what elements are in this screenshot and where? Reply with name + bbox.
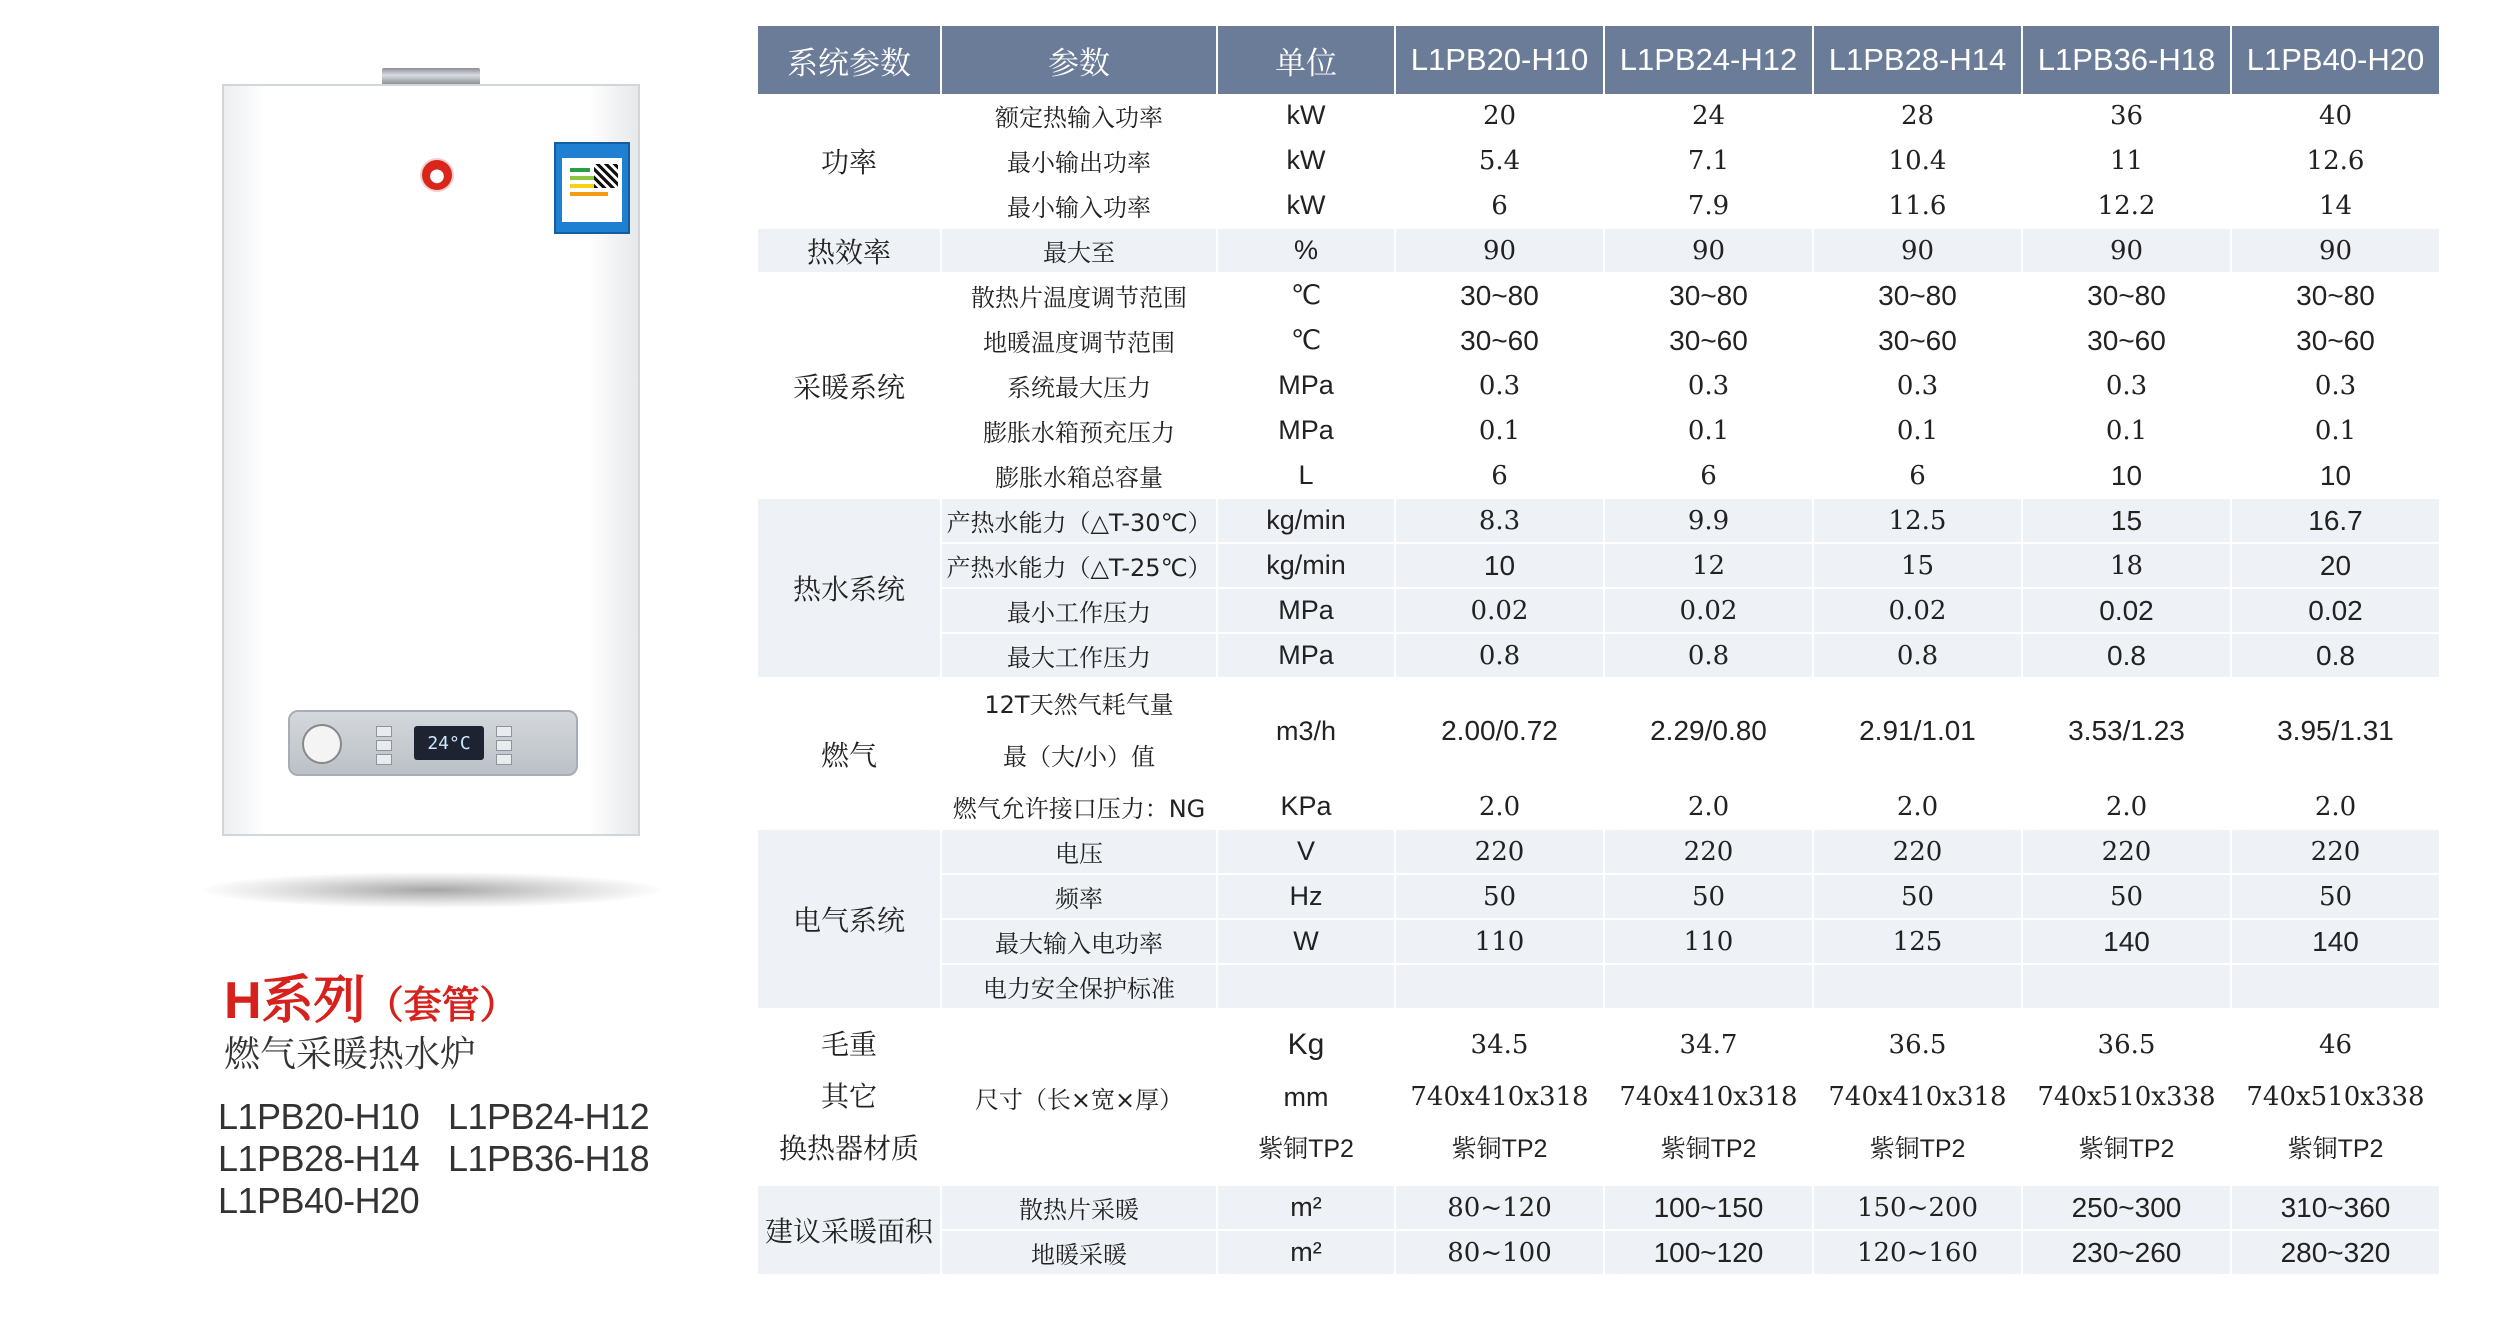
group-cell: 燃气 — [758, 679, 942, 830]
value-cell: 24 — [1605, 94, 1814, 139]
table-row — [758, 830, 2439, 875]
material-value: 紫铜TP2 — [1451, 1135, 1548, 1163]
value-cell: 90 — [1396, 229, 1605, 274]
value-cell — [1396, 1010, 1605, 1186]
value-cell: 5.4 — [1396, 139, 1605, 184]
value-cell — [2023, 965, 2232, 1010]
table-row — [758, 184, 2439, 229]
value-cell: 0.8 — [2023, 634, 2232, 679]
param-line: 最（大/小）值 — [1002, 743, 1156, 771]
value-cell: 220 — [1814, 830, 2023, 875]
value-cell: 50 — [2232, 875, 2439, 920]
param-cell: 最大输入电功率 — [942, 920, 1218, 965]
param-cell: 频率 — [942, 875, 1218, 920]
value-cell — [1605, 1010, 1814, 1186]
series-name: 燃气采暖热水炉 — [224, 1034, 477, 1075]
value-cell: 30~80 — [1814, 274, 2023, 319]
value-cell: 30~80 — [1605, 274, 1814, 319]
table-row — [758, 499, 2439, 544]
unit-cell — [1218, 1010, 1396, 1186]
value-cell: 50 — [1814, 875, 2023, 920]
value-cell: 220 — [1605, 830, 1814, 875]
value-cell: 150~200 — [1814, 1186, 2023, 1231]
value-cell: 0.3 — [1814, 364, 2023, 409]
value-cell: 2.0 — [1396, 785, 1605, 830]
value-cell: 230~260 — [2023, 1231, 2232, 1276]
value-cell — [2232, 1010, 2439, 1186]
unit-cell: kW — [1218, 139, 1396, 184]
value-cell — [1814, 965, 2023, 1010]
value-cell: 310~360 — [2232, 1186, 2439, 1231]
material-value: 紫铜TP2 — [2287, 1135, 2384, 1163]
value-cell: 30~60 — [2023, 319, 2232, 364]
unit-cell: kW — [1218, 184, 1396, 229]
material-value: 紫铜TP2 — [1869, 1135, 1966, 1163]
brand-logo-icon: ● — [422, 160, 452, 190]
value-cell: 11 — [2023, 139, 2232, 184]
param-cell: 系统最大压力 — [942, 364, 1218, 409]
param-line: 12T天然气耗气量 — [984, 691, 1174, 719]
value-cell — [1396, 965, 1605, 1010]
value-cell: 30~60 — [1814, 319, 2023, 364]
model-item: L1PB40-H20 — [218, 1180, 420, 1221]
unit-cell: MPa — [1218, 634, 1396, 679]
param-cell: 电压 — [942, 830, 1218, 875]
value-cell — [2232, 965, 2439, 1010]
table-row — [758, 785, 2439, 830]
param-cell: 膨胀水箱预充压力 — [942, 409, 1218, 454]
table-row — [758, 409, 2439, 454]
value-cell: 12 — [1605, 544, 1814, 589]
unit-cell: ℃ — [1218, 274, 1396, 319]
group-cell: 建议采暖面积 — [758, 1186, 942, 1276]
param-cell: 地暖温度调节范围 — [942, 319, 1218, 364]
spec-table — [758, 26, 2439, 1276]
value-cell: 10 — [1396, 544, 1605, 589]
value-cell: 0.3 — [2232, 364, 2439, 409]
unit-cell: MPa — [1218, 409, 1396, 454]
weight-value: 36.5 — [2097, 1030, 2156, 1060]
size-value: 740x410x318 — [1828, 1082, 2007, 1112]
value-cell: 0.3 — [1396, 364, 1605, 409]
unit-cell: V — [1218, 830, 1396, 875]
header-cell: L1PB24-H12 — [1605, 26, 1814, 94]
value-cell: 10 — [2023, 454, 2232, 499]
value-cell: 11.6 — [1814, 184, 2023, 229]
value-cell: 6 — [1605, 454, 1814, 499]
value-cell: 50 — [1605, 875, 1814, 920]
param-cell: 最小输出功率 — [942, 139, 1218, 184]
value-cell: 110 — [1605, 920, 1814, 965]
value-cell: 0.1 — [1814, 409, 2023, 454]
value-cell: 220 — [2023, 830, 2232, 875]
weight-value: 36.5 — [1888, 1030, 1947, 1060]
floor-shadow — [202, 872, 662, 908]
unit-cell: kW — [1218, 94, 1396, 139]
param-cell: 最小输入功率 — [942, 184, 1218, 229]
value-cell: 16.7 — [2232, 499, 2439, 544]
value-cell: 0.02 — [1605, 589, 1814, 634]
value-cell: 12.6 — [2232, 139, 2439, 184]
material-value: 紫铜TP2 — [2078, 1135, 2175, 1163]
table-row — [758, 634, 2439, 679]
table-row — [758, 139, 2439, 184]
value-cell: 0.1 — [2232, 409, 2439, 454]
temperature-display: 24°C — [414, 726, 484, 760]
value-cell: 0.1 — [1396, 409, 1605, 454]
size-value: 740x410x318 — [1619, 1082, 1798, 1112]
table-row — [758, 1231, 2439, 1276]
value-cell — [2023, 1010, 2232, 1186]
header-cell: L1PB40-H20 — [2232, 26, 2439, 94]
value-cell: 28 — [1814, 94, 2023, 139]
value-cell: 140 — [2232, 920, 2439, 965]
table-row — [758, 319, 2439, 364]
series-title — [224, 958, 518, 1033]
unit-cell: MPa — [1218, 589, 1396, 634]
table-row — [758, 274, 2439, 319]
value-cell: 30~60 — [1396, 319, 1605, 364]
value-cell: 120~160 — [1814, 1231, 2023, 1276]
series-title-sub: （套管） — [365, 985, 518, 1027]
value-cell: 8.3 — [1396, 499, 1605, 544]
table-row — [758, 1186, 2439, 1231]
unit-cell: KPa — [1218, 785, 1396, 830]
table-row — [758, 1010, 2439, 1186]
table-row — [758, 589, 2439, 634]
value-cell: 140 — [2023, 920, 2232, 965]
table-row — [758, 965, 2439, 1010]
value-cell: 0.8 — [2232, 634, 2439, 679]
value-cell: 15 — [2023, 499, 2232, 544]
param-cell: 产热水能力（△T-25℃） — [942, 544, 1218, 589]
param-cell: 散热片采暖 — [942, 1186, 1218, 1231]
value-cell: 50 — [2023, 875, 2232, 920]
value-cell: 2.0 — [2023, 785, 2232, 830]
unit-cell: m² — [1218, 1231, 1396, 1276]
value-cell: 12.5 — [1814, 499, 2023, 544]
group-cell: 功率 — [758, 94, 942, 229]
value-cell: 9.9 — [1605, 499, 1814, 544]
group-cell: 热效率 — [758, 229, 942, 274]
boiler-body — [222, 84, 640, 836]
value-cell: 110 — [1396, 920, 1605, 965]
model-item: L1PB28-H14 — [218, 1138, 420, 1179]
value-cell: 20 — [1396, 94, 1605, 139]
value-cell: 12.2 — [2023, 184, 2232, 229]
value-cell: 0.02 — [2023, 589, 2232, 634]
group-cell: 采暖系统 — [758, 274, 942, 499]
series-title-main: H系列 — [224, 972, 366, 1030]
param-cell: 膨胀水箱总容量 — [942, 454, 1218, 499]
value-cell: 10.4 — [1814, 139, 2023, 184]
value-cell: 0.02 — [1814, 589, 2023, 634]
value-cell: 6 — [1396, 184, 1605, 229]
unit-line: Kg — [1287, 1028, 1325, 1061]
value-cell: 280~320 — [2232, 1231, 2439, 1276]
param-cell: 最小工作压力 — [942, 589, 1218, 634]
header-cell: L1PB36-H18 — [2023, 26, 2232, 94]
unit-cell: kg/min — [1218, 544, 1396, 589]
value-cell: 220 — [1396, 830, 1605, 875]
table-row — [758, 229, 2439, 274]
param-cell: 燃气允许接口压力：NG — [942, 785, 1218, 830]
group-line: 其它 — [820, 1080, 877, 1113]
value-cell: 6 — [1814, 454, 2023, 499]
unit-line: mm — [1283, 1082, 1329, 1112]
weight-value: 34.5 — [1470, 1030, 1529, 1060]
value-cell: 0.1 — [2023, 409, 2232, 454]
unit-cell: Hz — [1218, 875, 1396, 920]
pressure-gauge-icon — [302, 724, 342, 764]
value-cell: 2.0 — [1814, 785, 2023, 830]
value-cell: 3.53/1.23 — [2023, 679, 2232, 785]
table-row — [758, 679, 2439, 785]
value-cell: 40 — [2232, 94, 2439, 139]
value-cell: 90 — [1814, 229, 2023, 274]
value-cell: 90 — [2023, 229, 2232, 274]
table-row — [758, 920, 2439, 965]
group-line: 换热器材质 — [778, 1132, 919, 1165]
model-item: L1PB36-H18 — [448, 1138, 650, 1179]
group-cell — [758, 1010, 942, 1186]
energy-label-icon — [554, 142, 630, 234]
param-cell: 散热片温度调节范围 — [942, 274, 1218, 319]
value-cell: 250~300 — [2023, 1186, 2232, 1231]
value-cell: 30~60 — [2232, 319, 2439, 364]
param-cell — [942, 679, 1218, 785]
value-cell: 0.8 — [1814, 634, 2023, 679]
table-header-row — [758, 26, 2439, 94]
value-cell: 10 — [2232, 454, 2439, 499]
value-cell: 14 — [2232, 184, 2439, 229]
material-value: 紫铜TP2 — [1660, 1135, 1757, 1163]
param-cell: 地暖采暖 — [942, 1231, 1218, 1276]
header-cell: L1PB28-H14 — [1814, 26, 2023, 94]
boiler-image — [222, 68, 642, 838]
value-cell: 30~60 — [1605, 319, 1814, 364]
header-cell: 单位 — [1218, 26, 1396, 94]
value-cell — [1814, 1010, 2023, 1186]
param-cell: 最大工作压力 — [942, 634, 1218, 679]
value-cell: 50 — [1396, 875, 1605, 920]
size-value: 740x510x338 — [2246, 1082, 2425, 1112]
param-cell: 产热水能力（△T-30℃） — [942, 499, 1218, 544]
table-row — [758, 364, 2439, 409]
value-cell: 7.9 — [1605, 184, 1814, 229]
group-cell: 电气系统 — [758, 830, 942, 1010]
header-cell: 参数 — [942, 26, 1218, 94]
value-cell: 100~150 — [1605, 1186, 1814, 1231]
unit-cell: ℃ — [1218, 319, 1396, 364]
param-cell: 最大至 — [942, 229, 1218, 274]
group-cell: 热水系统 — [758, 499, 942, 679]
value-cell: 80~120 — [1396, 1186, 1605, 1231]
value-cell: 36 — [2023, 94, 2232, 139]
unit-cell: MPa — [1218, 364, 1396, 409]
group-line: 毛重 — [820, 1028, 877, 1061]
value-cell: 0.8 — [1396, 634, 1605, 679]
size-value: 740x510x338 — [2037, 1082, 2216, 1112]
value-cell: 18 — [2023, 544, 2232, 589]
unit-line: 紫铜TP2 — [1258, 1135, 1354, 1163]
unit-cell: m² — [1218, 1186, 1396, 1231]
unit-cell: L — [1218, 454, 1396, 499]
value-cell: 2.0 — [1605, 785, 1814, 830]
unit-cell: % — [1218, 229, 1396, 274]
weight-value: 46 — [2318, 1030, 2353, 1060]
value-cell: 2.91/1.01 — [1814, 679, 2023, 785]
table-row — [758, 454, 2439, 499]
value-cell: 6 — [1396, 454, 1605, 499]
value-cell: 3.95/1.31 — [2232, 679, 2439, 785]
value-cell: 125 — [1814, 920, 2023, 965]
unit-cell — [1218, 965, 1396, 1010]
value-cell: 0.3 — [2023, 364, 2232, 409]
unit-cell: m3/h — [1218, 679, 1396, 785]
product-panel — [0, 0, 740, 1319]
value-cell: 2.00/0.72 — [1396, 679, 1605, 785]
header-cell: L1PB20-H10 — [1396, 26, 1605, 94]
model-item: L1PB24-H12 — [448, 1096, 650, 1137]
value-cell: 0.3 — [1605, 364, 1814, 409]
value-cell: 220 — [2232, 830, 2439, 875]
value-cell: 30~80 — [2023, 274, 2232, 319]
value-cell: 100~120 — [1605, 1231, 1814, 1276]
model-list — [218, 1096, 688, 1222]
value-cell: 0.02 — [1396, 589, 1605, 634]
value-cell: 0.1 — [1605, 409, 1814, 454]
weight-value: 34.7 — [1679, 1030, 1738, 1060]
value-cell: 30~80 — [1396, 274, 1605, 319]
table-row — [758, 875, 2439, 920]
value-cell: 20 — [2232, 544, 2439, 589]
value-cell: 90 — [2232, 229, 2439, 274]
size-value: 740x410x318 — [1410, 1082, 1589, 1112]
value-cell: 0.8 — [1605, 634, 1814, 679]
value-cell: 15 — [1814, 544, 2023, 589]
value-cell: 90 — [1605, 229, 1814, 274]
value-cell: 2.29/0.80 — [1605, 679, 1814, 785]
value-cell: 7.1 — [1605, 139, 1814, 184]
model-item: L1PB20-H10 — [218, 1096, 420, 1137]
param-cell: 额定热输入功率 — [942, 94, 1218, 139]
param-cell: 电力安全保护标准 — [942, 965, 1218, 1010]
control-panel — [288, 710, 578, 776]
param-cell: 尺寸（长×宽×厚） — [942, 1010, 1218, 1186]
unit-cell: W — [1218, 920, 1396, 965]
table-row — [758, 94, 2439, 139]
table-row — [758, 544, 2439, 589]
unit-cell: kg/min — [1218, 499, 1396, 544]
value-cell: 2.0 — [2232, 785, 2439, 830]
value-cell: 30~80 — [2232, 274, 2439, 319]
value-cell: 0.02 — [2232, 589, 2439, 634]
header-cell: 系统参数 — [758, 26, 942, 94]
value-cell — [1605, 965, 1814, 1010]
value-cell: 80~100 — [1396, 1231, 1605, 1276]
